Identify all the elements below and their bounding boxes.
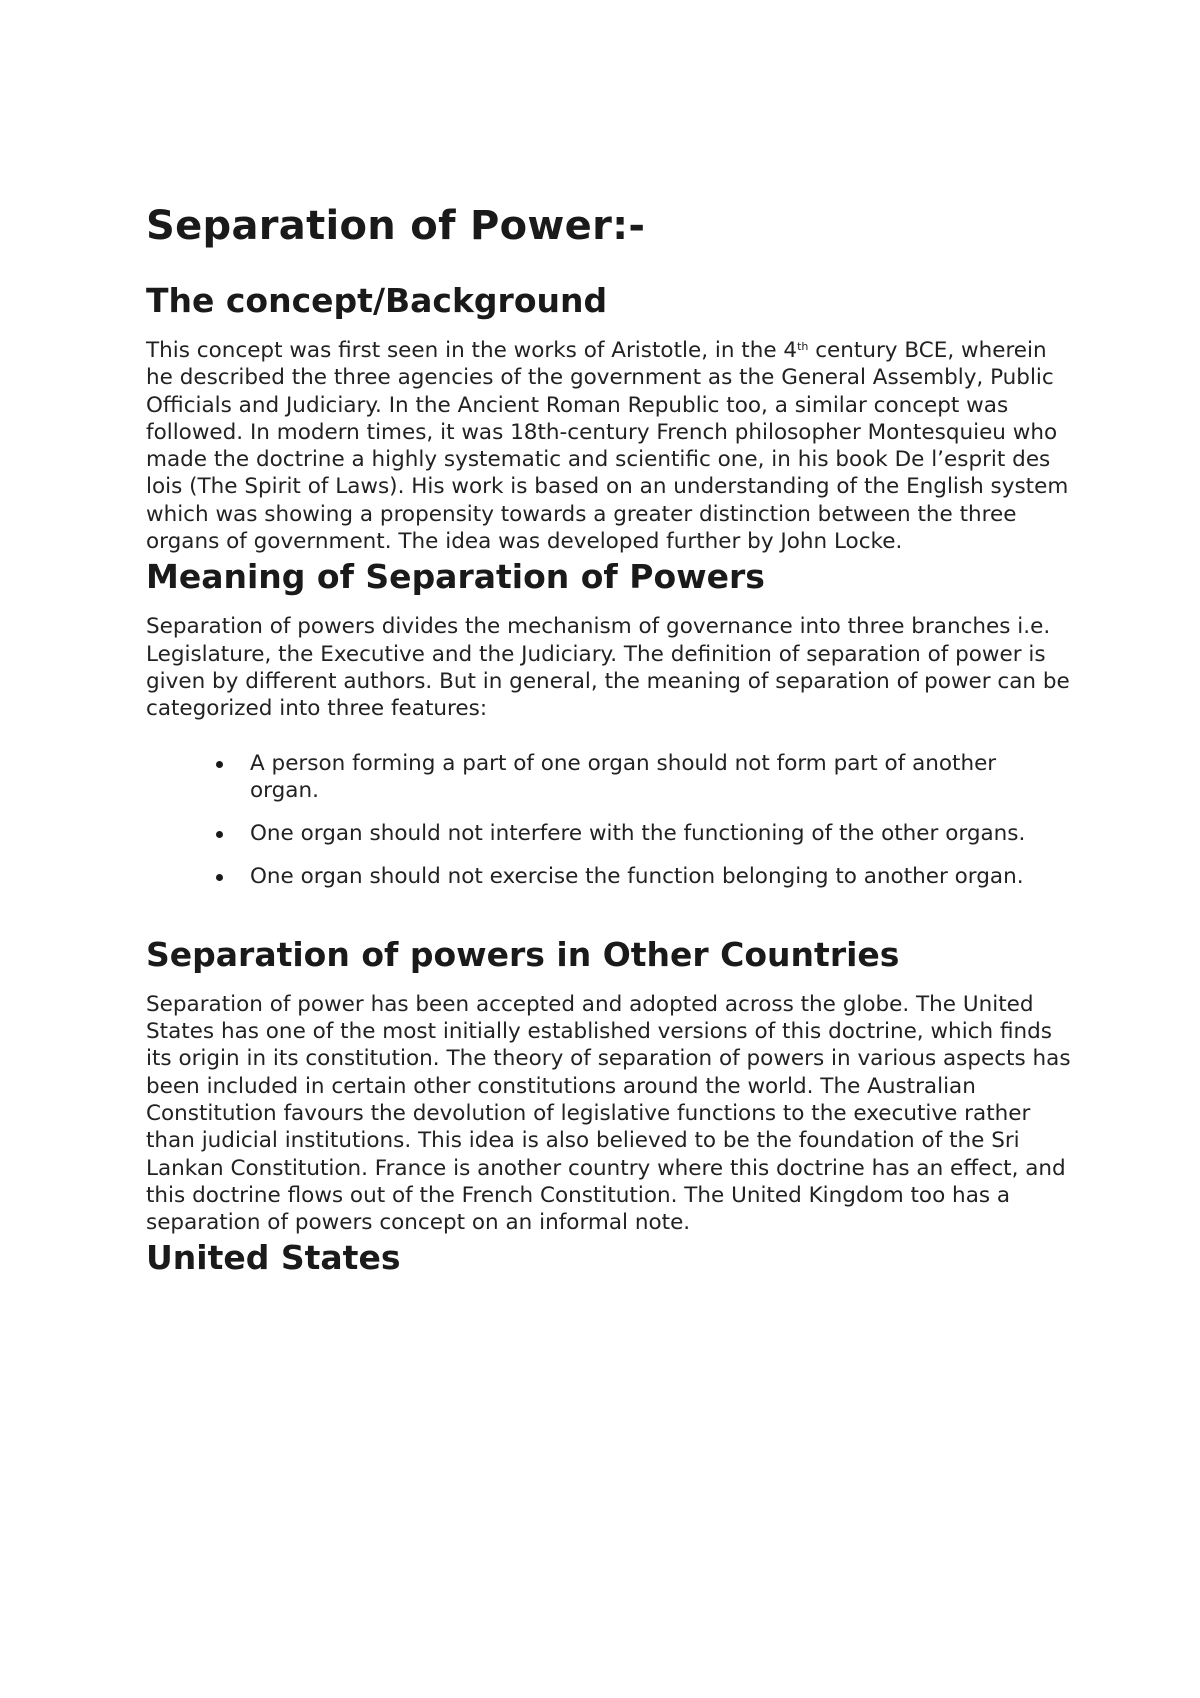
list-item-text: One organ should not exercise the function belonging to another organ.	[250, 864, 1024, 890]
document-page	[146, 200, 1076, 1294]
bullet-icon	[216, 874, 223, 881]
paragraph-concept-background	[146, 337, 1076, 555]
section-heading-other-countries: Separation of powers in Other Countries	[146, 934, 900, 974]
list-item	[250, 863, 1050, 890]
list-item-text: A person forming a part of one organ should not form part of another organ.	[250, 750, 997, 803]
document-title: Separation of Power:-	[146, 203, 646, 249]
paragraph-meaning: Separation of powers divides the mechanism of governance into three branches i.e. Legislature, the Executive and the Judiciary. The definition of separation of power is given by different authors. But in general, the meaning of separation of power can be categorized into three features:	[146, 614, 1070, 722]
ordinal-superscript: th	[797, 340, 809, 353]
paragraph-text-start: This concept was first seen in the works of Aristotle, in the 4	[146, 338, 798, 363]
section-heading-meaning: Meaning of Separation of Powers	[146, 557, 765, 597]
features-bullet-list	[146, 750, 1076, 891]
list-item-text: One organ should not interfere with the functioning of the other organs.	[250, 821, 1026, 847]
list-item	[250, 750, 1050, 805]
list-item	[250, 820, 1050, 847]
paragraph-text-end: century BCE, wherein he described the three agencies of the government as the General Assembly, Public Officials and Judiciary. In the Ancient Roman Republic too, a similar concept was followed. In modern times, it was 18th-century French philosopher Montesquieu who made the doctrine a highly systematic and scientific one, in his book De l’esprit des lois (The Spirit of Laws). His work is based on an understanding of the English system which was showing a propensity towards a greater distinction between the three organs of government. The idea was developed further by John Locke.	[146, 338, 1069, 555]
bullet-icon	[216, 831, 223, 838]
paragraph-other-countries: Separation of power has been accepted and adopted across the globe. The United States has one of the most initially established versions of this doctrine, which finds its origin in its constitution. The theory of separation of powers in various aspects has been included in certain other constitutions around the world. The Australian Constitution favours the devolution of legislative functions to the executive rather than judicial institutions. This idea is also believed to be the foundation of the Sri Lankan Constitution. France is another country where this doctrine has an effect, and this doctrine flows out of the French Constitution. The United Kingdom too has a separation of powers concept on an informal note.	[146, 991, 1071, 1236]
section-heading-united-states: United States	[146, 1238, 401, 1278]
bullet-icon	[216, 761, 223, 768]
section-heading-concept-background: The concept/Background	[146, 281, 608, 320]
